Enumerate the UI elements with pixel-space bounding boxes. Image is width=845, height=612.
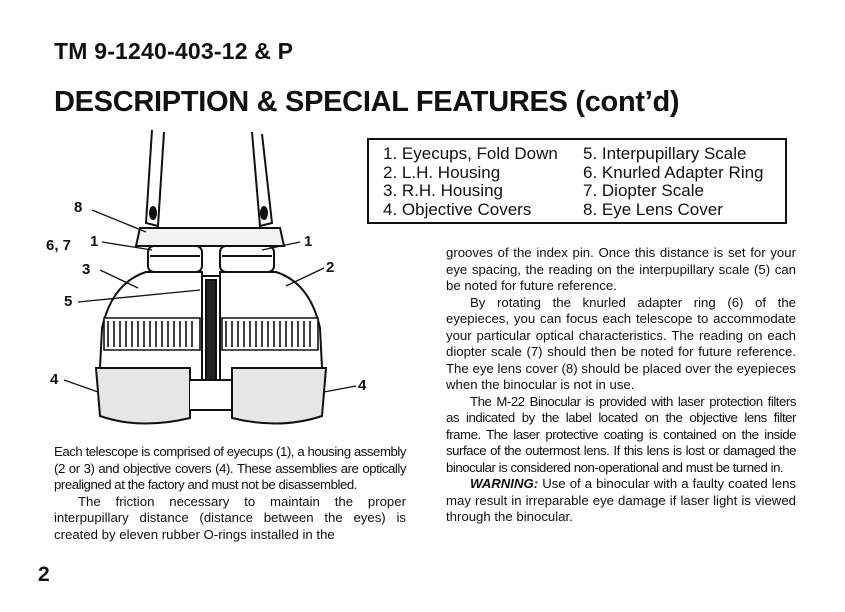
callout-6-7: 6, 7 [46,237,72,254]
callout-2: 2 [326,259,335,276]
warning-text: Use of a binocular with a faulty coated lens may result in irreparable eye damage if laser light is viewed through the binocular. [446,476,796,524]
manual-id: TM 9-1240-403-12 & P [54,38,294,64]
legend-item: 8. Eye Lens Cover [583,199,723,219]
legend-item: 1. Eyecups, Fold Down [383,144,558,163]
legend-item: 3. R.H. Housing [383,181,503,200]
warning-paragraph [446,476,796,526]
section-title: DESCRIPTION & SPECIAL FEATURES (cont’d) [54,86,680,118]
callout-1-right: 1 [304,233,313,250]
callout-5: 5 [64,293,73,310]
binocular-diagram [40,118,380,438]
right-column-text [446,245,796,526]
eyecup-right [220,246,274,272]
callout-8: 8 [74,199,83,216]
legend-item: 2. L.H. Housing [383,162,501,182]
objective-cover-right [232,368,326,424]
eye-lens-cover [136,228,284,246]
callout-1-left: 1 [90,233,99,250]
knurled-grip-right [222,318,318,350]
page-number: 2 [38,563,50,586]
paragraph: grooves of the index pin. Once this distance is set for your eye spacing, the reading on the interpupillary scale (5) can be noted for future reference. [446,245,796,293]
callout-3: 3 [82,261,91,278]
objective-cover-left [96,368,190,424]
legend-item: 5. Interpupillary Scale [583,144,747,163]
callout-4-right: 4 [358,377,367,394]
callout-4-left: 4 [50,371,59,388]
binocular-drawing [96,130,326,424]
legend-item: 7. Diopter Scale [583,181,704,200]
paragraph: The M-22 Binocular is provided with laser protection filters as indicated by the label located on the objective lens filter frame. The laser protective coating is contained on the inside surface of the outermost lens. If this lens is lost or damaged the binocular is considered non-operational and must be turned in. [446,393,796,475]
legend-column-2 [583,145,764,222]
left-column-text [54,444,406,543]
paragraph: The friction necessary to maintain the proper interpupillary distance (distance between the eyes) is created by eleven rubber O-rings installed in the [54,493,406,542]
knurled-grip-left [104,318,200,350]
legend-item: 6. Knurled Adapter Ring [583,162,764,182]
paragraph: Each telescope is comprised of eyecups (1), a housing assembly (2 or 3) and objective covers (4). These assemblies are optically prealigned at the factory and must not be disassembled. [54,444,406,492]
parts-legend [367,138,787,224]
legend-item: 4. Objective Covers [383,199,532,219]
warning-label: WARNING: [470,476,539,491]
paragraph: By rotating the knurled adapter ring (6) of the eyepieces, you can focus each telescope to accommodate your particular optical characteristics. The reading on each diopter scale (7) should then be noted for future reference. The eye lens cover (8) should be placed over the eyepieces when the binocular is not in use. [446,294,796,392]
legend-column-1 [383,145,583,222]
eyecup-left [148,246,202,272]
